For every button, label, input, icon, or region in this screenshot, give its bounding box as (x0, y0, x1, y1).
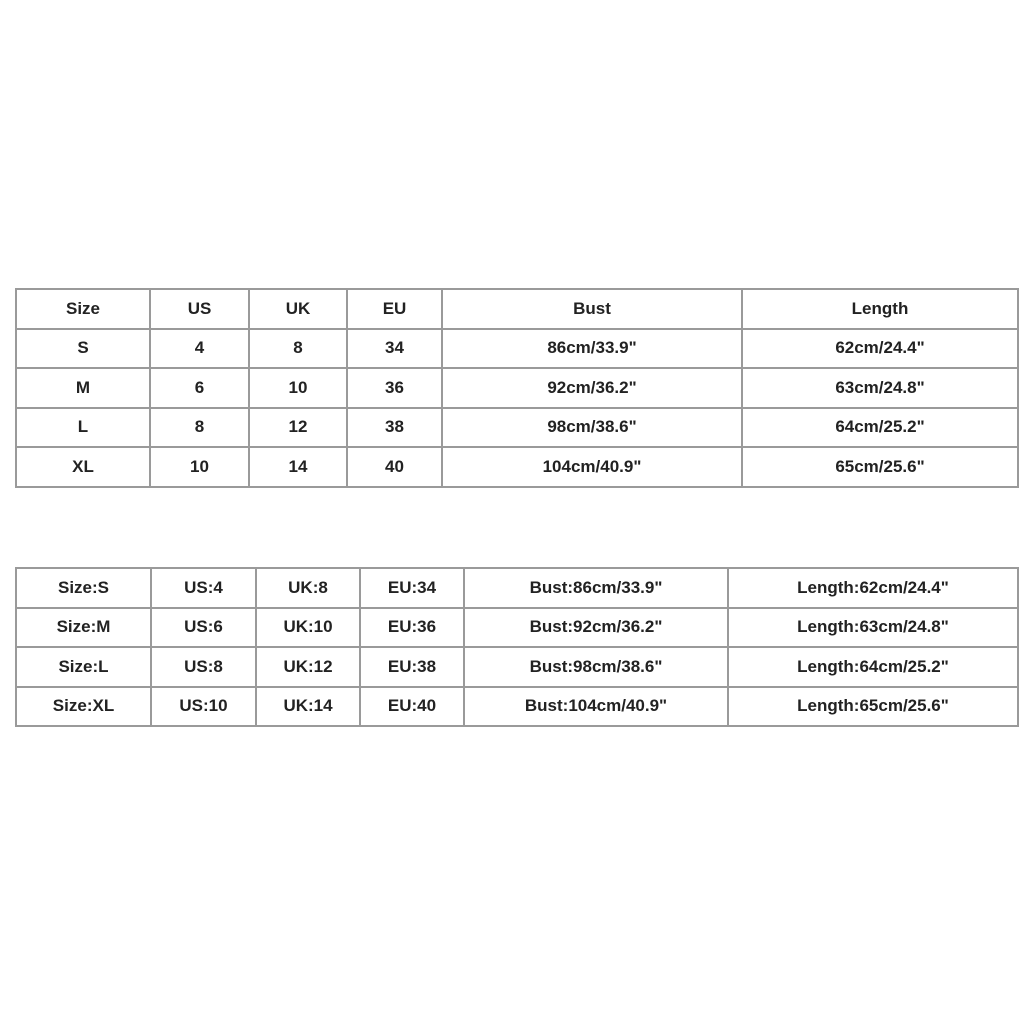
us-cell: US:8 (151, 647, 256, 687)
size-cell: S (16, 329, 150, 369)
header-uk: UK (249, 289, 347, 329)
table-header-row (16, 289, 1018, 329)
size-chart-table (15, 288, 1019, 488)
uk-cell: 14 (249, 447, 347, 487)
us-cell: 4 (150, 329, 249, 369)
length-cell: Length:64cm/25.2" (728, 647, 1018, 687)
us-cell: US:4 (151, 568, 256, 608)
uk-cell: 8 (249, 329, 347, 369)
length-cell: 65cm/25.6" (742, 447, 1018, 487)
us-cell: 8 (150, 408, 249, 448)
uk-cell: 10 (249, 368, 347, 408)
size-cell: M (16, 368, 150, 408)
size-cell: Size:L (16, 647, 151, 687)
length-cell: Length:63cm/24.8" (728, 608, 1018, 648)
uk-cell: UK:8 (256, 568, 360, 608)
bust-cell: Bust:104cm/40.9" (464, 687, 728, 727)
size-cell: Size:S (16, 568, 151, 608)
length-cell: 63cm/24.8" (742, 368, 1018, 408)
uk-cell: UK:12 (256, 647, 360, 687)
us-cell: 6 (150, 368, 249, 408)
header-eu: EU (347, 289, 442, 329)
header-us: US (150, 289, 249, 329)
bust-cell: 86cm/33.9" (442, 329, 742, 369)
header-length: Length (742, 289, 1018, 329)
uk-cell: 12 (249, 408, 347, 448)
table-row (16, 647, 1018, 687)
table-row (16, 368, 1018, 408)
header-bust: Bust (442, 289, 742, 329)
size-cell: XL (16, 447, 150, 487)
size-cell: L (16, 408, 150, 448)
eu-cell: 38 (347, 408, 442, 448)
table-row (16, 568, 1018, 608)
table-row (16, 687, 1018, 727)
length-cell: Length:62cm/24.4" (728, 568, 1018, 608)
header-size: Size (16, 289, 150, 329)
table-row (16, 608, 1018, 648)
table-row (16, 447, 1018, 487)
us-cell: US:10 (151, 687, 256, 727)
bust-cell: Bust:92cm/36.2" (464, 608, 728, 648)
us-cell: US:6 (151, 608, 256, 648)
us-cell: 10 (150, 447, 249, 487)
uk-cell: UK:14 (256, 687, 360, 727)
length-cell: Length:65cm/25.6" (728, 687, 1018, 727)
eu-cell: 36 (347, 368, 442, 408)
eu-cell: 40 (347, 447, 442, 487)
eu-cell: EU:36 (360, 608, 464, 648)
uk-cell: UK:10 (256, 608, 360, 648)
eu-cell: 34 (347, 329, 442, 369)
table-row (16, 329, 1018, 369)
bust-cell: Bust:98cm/38.6" (464, 647, 728, 687)
size-cell: Size:XL (16, 687, 151, 727)
bust-cell: 92cm/36.2" (442, 368, 742, 408)
bust-cell: Bust:86cm/33.9" (464, 568, 728, 608)
bust-cell: 98cm/38.6" (442, 408, 742, 448)
bust-cell: 104cm/40.9" (442, 447, 742, 487)
length-cell: 64cm/25.2" (742, 408, 1018, 448)
table-row (16, 408, 1018, 448)
size-cell: Size:M (16, 608, 151, 648)
eu-cell: EU:38 (360, 647, 464, 687)
size-chart-labelled-table (15, 567, 1019, 727)
eu-cell: EU:40 (360, 687, 464, 727)
eu-cell: EU:34 (360, 568, 464, 608)
length-cell: 62cm/24.4" (742, 329, 1018, 369)
